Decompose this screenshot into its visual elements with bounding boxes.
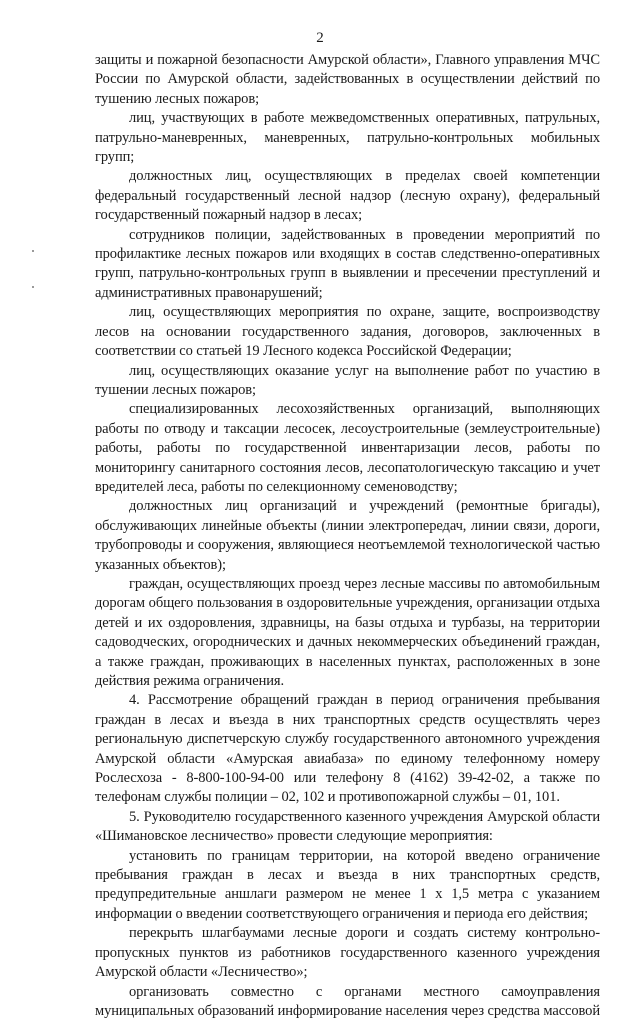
paragraph: 5. Руководителю государственного казенного учреждения Амурской области «Шимановское лесничество» провести следующие мероприятия:	[95, 808, 600, 847]
paragraph: лиц, осуществляющих мероприятия по охране, защите, воспроизводству лесов на основании государственного задания, договоров, заключенных в соответствии со статьей 19 Лесного кодекса Российской Федерации;	[95, 303, 600, 361]
paragraph: должностных лиц организаций и учреждений (ремонтные бригады), обслуживающих линейные объекты (линии электропередач, линии связи, дороги, трубопроводы и сооружения, являющиеся неотъемлемой технологической частью указанных объектов);	[95, 497, 600, 575]
paragraph: сотрудников полиции, задействованных в проведении мероприятий по профилактике лесных пожаров или входящих в состав следственно-оперативных групп, патрульно-контрольных групп в выявлении и пресечении преступлений и административных правонарушений;	[95, 226, 600, 304]
paragraph: специализированных лесохозяйственных организаций, выполняющих работы по отводу и таксации лесосек, лесоустроительные (землеустроительные) работы, работы по государственной инвентаризации лесов, работы по мониторингу санитарного состояния лесов, лесопатологическую таксацию и учет вредителей леса, работы по селекционному семеноводству;	[95, 400, 600, 497]
paragraph: граждан, осуществляющих проезд через лесные массивы по автомобильным дорогам общего пользования в оздоровительные учреждения, организации отдыха детей и их оздоровления, здравницы, на базы отдыха и турбазы, на территории садоводческих, огороднических и дачных некоммерческих объединений граждан, а также граждан, проживающих в населенных пунктах, расположенных в зоне действия режима ограничения.	[95, 575, 600, 691]
margin-mark	[32, 250, 34, 252]
paragraph: защиты и пожарной безопасности Амурской области», Главного управления МЧС России по Амурской области, задействованных в осуществлении действий по тушению лесных пожаров;	[95, 51, 600, 109]
paragraph: организовать совместно с органами местного самоуправления муниципальных образований информирование населения через средства массовой	[95, 983, 600, 1021]
paragraph: установить по границам территории, на которой введено ограничение пребывания граждан в лесах и въезда в них транспортных средств, предупредительные аншлаги размером не менее 1 х 1,5 метра с указанием информации о введении соответствующего ограничения и периода его действия;	[95, 847, 600, 925]
page-number: 2	[0, 29, 640, 47]
paragraph: лиц, осуществляющих оказание услуг на выполнение работ по участию в тушении лесных пожаров;	[95, 362, 600, 401]
paragraph: лиц, участвующих в работе межведомственных оперативных, патрульных, патрульно-маневренных, маневренных, патрульно-контрольных мобильных групп;	[95, 109, 600, 167]
margin-mark	[32, 286, 34, 288]
paragraph: 4. Рассмотрение обращений граждан в период ограничения пребывания граждан в лесах и въезда в них транспортных средств осуществлять через региональную диспетчерскую службу государственного автономного учреждения Амурской области «Амурская авиабаза» по единому телефонному номеру Рослесхоза - 8-800-100-94-00 или телефону 8 (4162) 39-42-02, а также по телефонам службы полиции – 02, 102 и противопожарной службы – 01, 101.	[95, 691, 600, 807]
paragraph: перекрыть шлагбаумами лесные дороги и создать систему контрольно-пропускных пунктов из работников государственного казенного учреждения Амурской области «Лесничество»;	[95, 924, 600, 982]
document-body	[95, 51, 600, 1021]
paragraph: должностных лиц, осуществляющих в пределах своей компетенции федеральный государственный лесной надзор (лесную охрану), федеральный государственный пожарный надзор в лесах;	[95, 167, 600, 225]
